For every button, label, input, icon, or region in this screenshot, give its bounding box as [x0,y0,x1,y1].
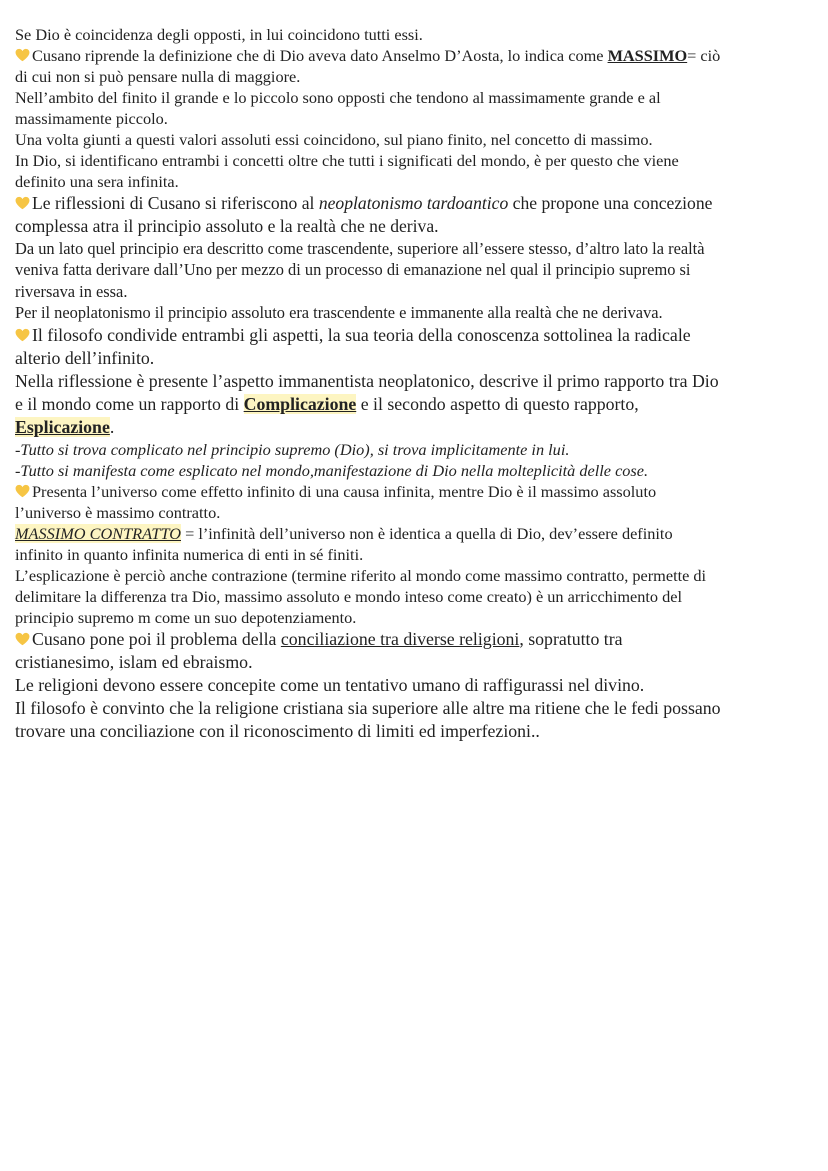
text-line: trovare una conciliazione con il riconoscimento di limiti ed imperfezioni.. [15,720,540,741]
text-line: massimamente piccolo. [15,109,168,128]
text-line: definito una sera infinita. [15,172,179,191]
text-span: Presenta l’universo come effetto infinito di una causa infinita, mentre Dio è il massimo assoluto [32,481,657,501]
text-span: = ciò [687,46,721,65]
text-line: Il filosofo è convinto che la religione cristiana sia superiore alle altre ma ritiene che le fedi possano [15,697,721,718]
text-line: Nell’ambito del finito il grande e lo piccolo sono opposti che tendono al massimamente grande e al [15,88,661,107]
neoplatonismo-term: neoplatonismo tardoantico [318,193,509,213]
text-span: = l’infinità dell’universo non è identica a quella di Dio, dev’essere definito [181,523,673,543]
massimo-contratto-term: MASSIMO CONTRATTO [15,523,181,543]
text-line [15,45,815,66]
text-span: che propone una concezione [508,193,713,213]
text-line: -Tutto si manifesta come esplicato nel mondo,manifestazione di Dio nella molteplicità delle cose. [15,460,649,480]
text-line: principio supremo m come un suo depotenziamento. [15,607,357,627]
text-line [15,523,815,544]
yellow-heart-icon [15,328,30,342]
yellow-heart-icon [15,48,30,62]
text-span: , sopratutto tra [519,628,623,649]
yellow-heart-icon [15,484,30,498]
text-line: cristianesimo, islam ed ebraismo. [15,651,253,672]
text-line: l’universo è massimo contratto. [15,502,221,522]
text-line: di cui non si può pensare nulla di maggiore. [15,67,301,86]
esplicazione-term: Esplicazione [15,416,110,437]
text-line: Le religioni devono essere concepite come un tentativo umano di raffigurassi nel divino. [15,674,645,695]
text-line: alterio dell’infinito. [15,347,155,368]
conciliazione-term: conciliazione tra diverse religioni [280,628,520,649]
text-line: -Tutto si trova complicato nel principio supremo (Dio), si trova implicitamente in lui. [15,439,570,459]
text-span: Le riflessioni di Cusano si riferiscono al [32,193,319,213]
text-line [15,393,815,416]
text-line: Per il neoplatonismo il principio assoluto era trascendente e immanente alla realtà che ne derivava. [15,303,663,323]
massimo-term: MASSIMO [607,46,688,65]
text-line: L’esplicazione è perciò anche contrazione (termine riferito al mondo come massimo contratto, permette di [15,565,707,585]
text-line: In Dio, si identificano entrambi i concetti oltre che tutti i significati del mondo, è per questo che viene [15,151,679,170]
text-line: veniva fatta derivare dall’Uno per mezzo di un processo di emanazione nel qual il principio supremo si [15,260,691,280]
text-line: Da un lato quel principio era descritto come trascendente, superiore all’essere stesso, d’altro lato la realtà [15,238,705,258]
yellow-heart-icon [15,632,30,646]
text-line: Se Dio è coincidenza degli opposti, in lui coincidono tutti essi. [15,25,423,44]
text-line [15,324,815,347]
text-line: Una volta giunti a questi valori assoluti essi coincidono, sul piano finito, nel concetto di massimo. [15,130,653,149]
text-line: riversava in essa. [15,281,128,301]
text-line [15,416,815,439]
text-line [15,481,815,502]
text-line: complessa atra il principio assoluto e la realtà che ne deriva. [15,215,439,236]
text-span: Cusano pone poi il problema della [32,628,281,649]
text-line: infinito in quanto infinita numerica di enti in sé finiti. [15,544,364,564]
document-page [15,24,815,743]
text-span: Il filosofo condivide entrambi gli aspetti, la sua teoria della conoscenza sottolinea la radicale [32,324,691,345]
text-line: Nella riflessione è presente l’aspetto immanentista neoplatonico, descrive il primo rapporto tra Dio [15,370,719,391]
text-line [15,192,815,215]
text-span: e il mondo come un rapporto di [15,393,244,414]
text-span: e il secondo aspetto di questo rapporto, [356,393,639,414]
text-line [15,628,815,651]
text-line: delimitare la differenza tra Dio, massimo assoluto e mondo inteso come creato) è un arricchimento del [15,586,682,606]
text-span: Cusano riprende la definizione che di Dio aveva dato Anselmo D’Aosta, lo indica come [32,46,608,65]
text-span: . [109,416,115,437]
yellow-heart-icon [15,196,30,210]
complicazione-term: Complicazione [243,393,357,414]
